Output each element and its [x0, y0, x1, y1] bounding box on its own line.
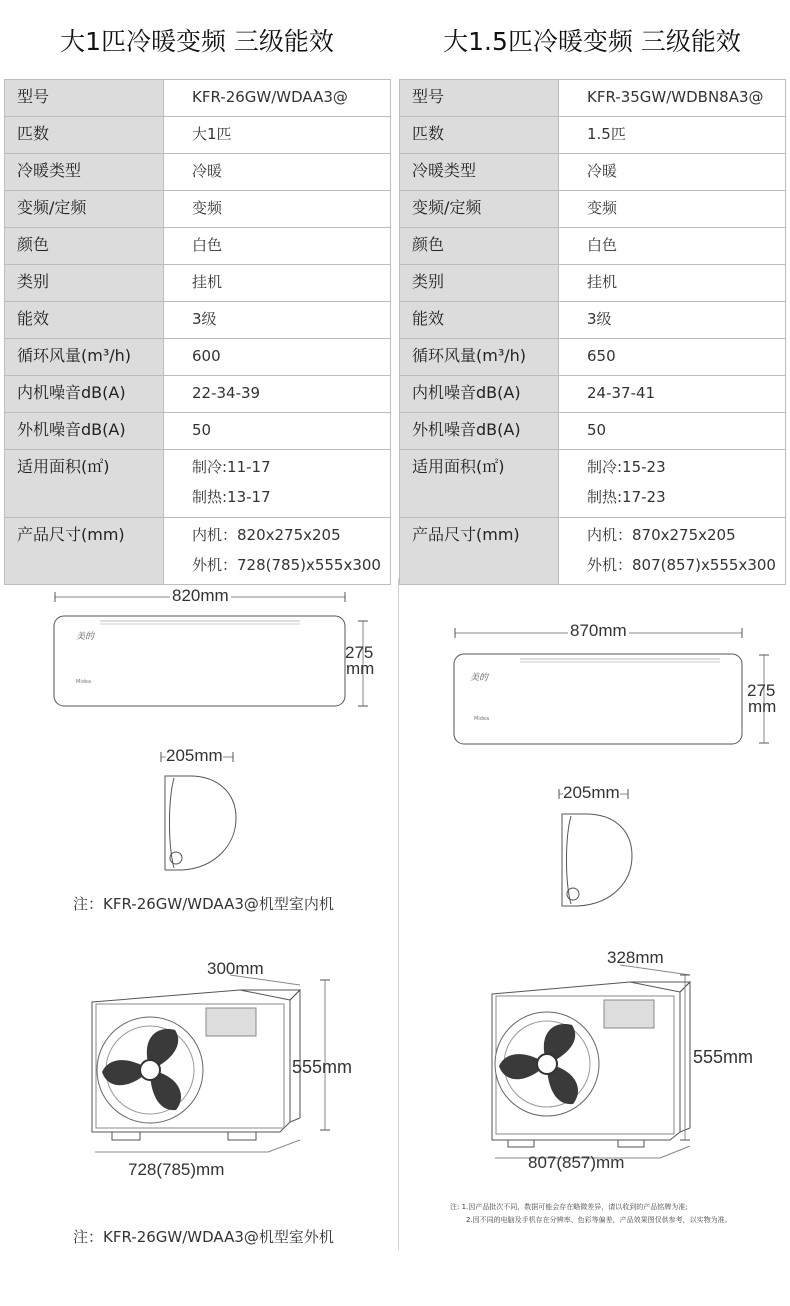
spec-value-line: 外机：728(785)x555x300 [192, 556, 381, 574]
right-indoor-height-unit: mm [748, 697, 777, 716]
left-outdoor-width-label: 728(785)mm [128, 1160, 225, 1179]
right-disclaimer-line2: 2.因不同的电脑及手机存在分辨率、色彩等偏差，产品效果图仅供参考，以实物为准。 [466, 1216, 732, 1224]
spec-key: 变频/定频 [400, 191, 559, 228]
right-indoor-front-drawing [454, 628, 769, 744]
spec-key: 变频/定频 [5, 191, 164, 228]
spec-key: 型号 [400, 80, 559, 117]
spec-key: 外机噪音dB(A) [5, 413, 164, 450]
spec-key: 内机噪音dB(A) [5, 376, 164, 413]
left-indoor-height-unit: mm [346, 659, 375, 678]
spec-key: 产品尺寸(mm) [400, 518, 559, 585]
spec-value-line: 白色 [192, 236, 223, 254]
spec-value-line: 600 [192, 347, 221, 365]
left-heading: 大1匹冷暖变频 三级能效 [60, 27, 334, 56]
spec-key: 型号 [5, 80, 164, 117]
spec-value-line: 变频 [192, 199, 223, 217]
spec-key: 冷暖类型 [400, 154, 559, 191]
left-indoor-height-number: 275 [345, 643, 374, 662]
spec-value-line: 挂机 [587, 273, 618, 291]
spec-value-line: 冷暖 [587, 162, 618, 180]
left-indoor-width-label: 820mm [172, 586, 229, 605]
spec-value-line: 内机：870x275x205 [587, 526, 736, 544]
spec-key: 能效 [5, 302, 164, 339]
spec-key: 匹数 [400, 117, 559, 154]
spec-value-line: 内机：820x275x205 [192, 526, 341, 544]
right-disclaimer-line1: 注: 1.因产品批次不同，数据可能会存在略微差异，请以收到的产品铭牌为准; [450, 1203, 688, 1211]
right-indoor-height-number: 275 [747, 681, 776, 700]
spec-value-line: 外机：807(857)x555x300 [587, 556, 776, 574]
brand-logo-icon: 美的 [76, 632, 95, 642]
spec-value-line: 制冷:11-17 [192, 458, 271, 476]
spec-key: 颜色 [400, 228, 559, 265]
spec-key: 类别 [400, 265, 559, 302]
spec-key: 外机噪音dB(A) [400, 413, 559, 450]
spec-key: 匹数 [5, 117, 164, 154]
spec-key: 循环风量(m³/h) [400, 339, 559, 376]
left-indoor-side-drawing [161, 752, 236, 870]
outdoor-fan-icon-right [495, 1012, 599, 1116]
spec-key: 能效 [400, 302, 559, 339]
right-indoor-side-drawing [559, 789, 632, 906]
spec-value-line: 制热:17-23 [587, 488, 666, 506]
spec-key: 循环风量(m³/h) [5, 339, 164, 376]
right-outdoor-width-label: 807(857)mm [528, 1153, 625, 1172]
spec-value-line: 22-34-39 [192, 384, 261, 402]
right-indoor-width-label: 870mm [570, 621, 627, 640]
spec-key: 冷暖类型 [5, 154, 164, 191]
spec-value-line: 冷暖 [192, 162, 223, 180]
spec-value-line: 50 [587, 421, 607, 439]
right-outdoor-depth-label: 328mm [607, 948, 664, 967]
spec-value-line: 50 [192, 421, 212, 439]
spec-value-line: KFR-35GW/WDBN8A3@ [587, 88, 764, 106]
svg-text:Midea: Midea [474, 716, 490, 722]
spec-value-line: 大1匹 [192, 125, 232, 143]
svg-text:美的: 美的 [470, 673, 489, 683]
svg-text:Midea: Midea [76, 679, 92, 685]
left-outdoor-height-label: 555mm [292, 1057, 353, 1077]
spec-value-line: 制热:13-17 [192, 488, 271, 506]
spec-value-line: 1.5匹 [587, 125, 626, 143]
spec-key: 产品尺寸(mm) [5, 518, 164, 585]
left-outdoor-depth-label: 300mm [207, 959, 264, 978]
left-indoor-note: 注：KFR-26GW/WDAA3@机型室内机 [73, 895, 334, 913]
right-indoor-depth-label: 205mm [563, 783, 620, 802]
spec-value-line: 白色 [587, 236, 618, 254]
left-outdoor-note: 注：KFR-26GW/WDAA3@机型室外机 [73, 1228, 334, 1246]
right-heading: 大1.5匹冷暖变频 三级能效 [443, 27, 741, 56]
spec-key: 颜色 [5, 228, 164, 265]
spec-value-line: 3级 [192, 310, 217, 328]
left-indoor-depth-label: 205mm [166, 746, 223, 765]
spec-value-line: 3级 [587, 310, 612, 328]
spec-value-line: 制冷:15-23 [587, 458, 666, 476]
spec-key: 类别 [5, 265, 164, 302]
right-outdoor-height-label: 555mm [693, 1047, 754, 1067]
spec-value-line: KFR-26GW/WDAA3@ [192, 88, 348, 106]
left-indoor-front-drawing [54, 592, 368, 706]
spec-value-line: 650 [587, 347, 616, 365]
spec-key: 适用面积(㎡) [400, 450, 559, 518]
outdoor-fan-icon [97, 1017, 203, 1123]
spec-key: 内机噪音dB(A) [400, 376, 559, 413]
spec-value-line: 变频 [587, 199, 618, 217]
spec-value-line: 挂机 [192, 273, 223, 291]
spec-value-line: 24-37-41 [587, 384, 656, 402]
spec-key: 适用面积(㎡) [5, 450, 164, 518]
